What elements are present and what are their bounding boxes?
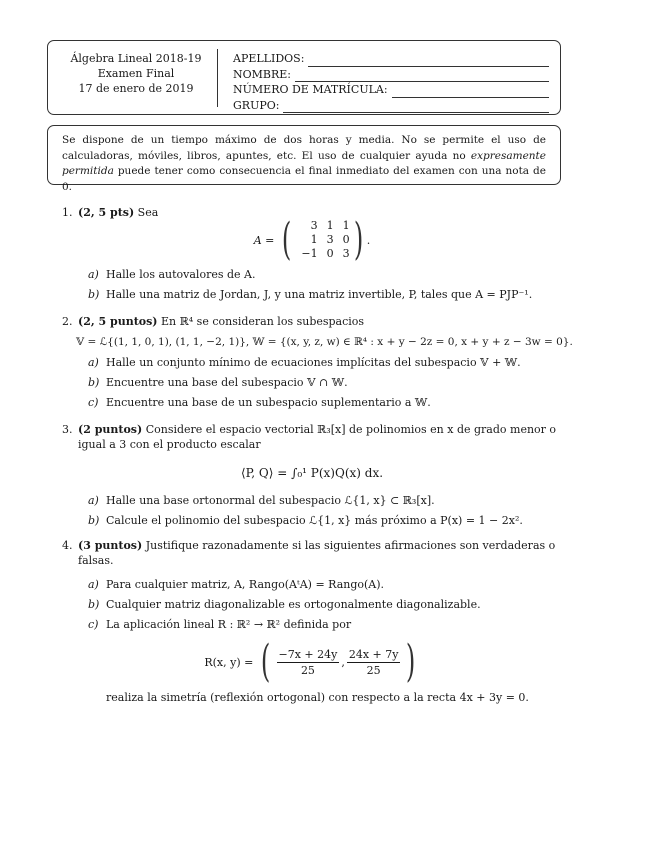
- problem-number: 2.: [62, 315, 73, 328]
- problem-item: a) Halle un conjunto mínimo de ecuaciones implícitas del subespacio 𝕍 + 𝕎.: [88, 356, 521, 369]
- fraction-1: $\frac{-7x + 24y}{25}$: [278, 647, 338, 677]
- inner-product-formula: ⟨P, Q⟩ = ∫₀¹ P(x)Q(x) dx.: [240, 466, 384, 480]
- subspaces-formula: 𝕍 = ℒ{(1, 1, 0, 1), (1, 1, −2, 1)}, 𝕎 = {(x, y, z, w) ∈ ℝ⁴ : x + y − 2z = 0, x + y + z − 3w = 0}.: [76, 336, 573, 348]
- problem-1: [62, 205, 562, 302]
- name-field[interactable]: [233, 67, 549, 83]
- group-line[interactable]: [283, 101, 549, 113]
- notice-box: [47, 125, 561, 193]
- name-label: NOMBRE:: [233, 67, 292, 81]
- fraction-2: $\frac{24x + 7y}{25}$: [348, 647, 399, 677]
- problem-item: a) Para cualquier matriz, A, Rango(AᵗA) = Rango(A).: [88, 578, 385, 591]
- problem-item: b) Encuentre una base del subespacio 𝕍 ∩ 𝕎.: [88, 376, 348, 389]
- course-title: Álgebra Lineal 2018-19: [70, 52, 202, 65]
- problem-number: 3.: [62, 423, 73, 436]
- closing-text: realiza la simetría (reflexión ortogonal) con respecto a la recta 4x + 3y = 0.: [106, 691, 529, 704]
- matrix-entries: 3 1 1 1 3 0 −1 0 3: [301, 219, 350, 260]
- problem-points: (2, 5 pts): [78, 206, 135, 219]
- problem-item: b) Calcule el polinomio del subespacio ℒ{1, x} más próximo a P(x) = 1 − 2x².: [88, 514, 523, 527]
- enrollment-label: NÚMERO DE MATRÍCULA:: [233, 83, 388, 96]
- matrix-a: A = ( 3 1 1 1 3 0 −1 0 3 ) .: [253, 214, 371, 265]
- surname-line[interactable]: [308, 55, 549, 67]
- problem-item: a) Halle una base ortonormal del subespacio ℒ{1, x} ⊂ ℝ₃[x].: [88, 494, 435, 507]
- problem-intro: Considere el espacio vectorial ℝ₃[x] de polinomios en x de grado menor o igual a 3 con el producto escalar: [78, 423, 557, 451]
- problem-4: [62, 538, 562, 705]
- enrollment-line[interactable]: [392, 86, 549, 98]
- header-divider: [217, 49, 218, 107]
- problem-intro: Sea: [134, 206, 159, 219]
- formula-lhs: R(x, y) =: [204, 655, 254, 669]
- problem-3: [62, 422, 562, 528]
- problem-points: (2, 5 puntos): [78, 315, 158, 328]
- problem-item: b) Cualquier matriz diagonalizable es ortogonalmente diagonalizable.: [88, 598, 481, 611]
- problem-intro: En ℝ⁴ se consideran los subespacios: [157, 315, 365, 328]
- name-line[interactable]: [295, 70, 549, 82]
- problem-item: c) La aplicación lineal R : ℝ² → ℝ² definida por: [88, 618, 352, 631]
- surname-label: APELLIDOS:: [233, 52, 305, 65]
- group-field[interactable]: [233, 98, 549, 114]
- header-box: [47, 40, 561, 115]
- notice-text: Se dispone de un tiempo máximo de dos horas y media. No se permite el uso de calculadoras, móviles, libros, apuntes, etc. El uso de cualquier ayuda no expresamente permitida puede tener como consecuencia el final inmediato del examen con una nota de 0.: [62, 134, 546, 193]
- exam-date: 17 de enero de 2019: [78, 82, 194, 95]
- problems: [62, 205, 573, 705]
- group-label: GRUPO:: [233, 98, 280, 112]
- problem-item: a) Halle los autovalores de A.: [88, 268, 256, 281]
- matrix-lhs: A =: [253, 233, 275, 247]
- problem-intro: Justifique razonadamente si las siguientes afirmaciones son verdaderas o falsas.: [78, 539, 556, 567]
- problem-item: c) Encuentre una base de un subespacio suplementario a 𝕎.: [88, 396, 431, 409]
- notice-emphasis: expresamente permitida: [62, 149, 546, 177]
- problem-points: (3 puntos): [78, 539, 143, 552]
- student-fields: [233, 51, 549, 113]
- problem-item: b) Halle una matriz de Jordan, J, y una matriz invertible, P, tales que A = PJP⁻¹.: [88, 288, 533, 301]
- enrollment-field[interactable]: [233, 82, 549, 98]
- reflection-formula: R(x, y) = ( $\frac{-7x + 24y}{25}$ , $\frac{24x + 7y}{25}$ ): [204, 636, 416, 687]
- problem-number: 4.: [62, 539, 73, 552]
- surname-field[interactable]: [233, 51, 549, 67]
- problem-2: [62, 314, 573, 410]
- problem-number: 1.: [62, 206, 73, 219]
- exam-type: Examen Final: [97, 67, 175, 80]
- problem-points: (2 puntos): [78, 423, 143, 436]
- exam-info: [58, 51, 214, 96]
